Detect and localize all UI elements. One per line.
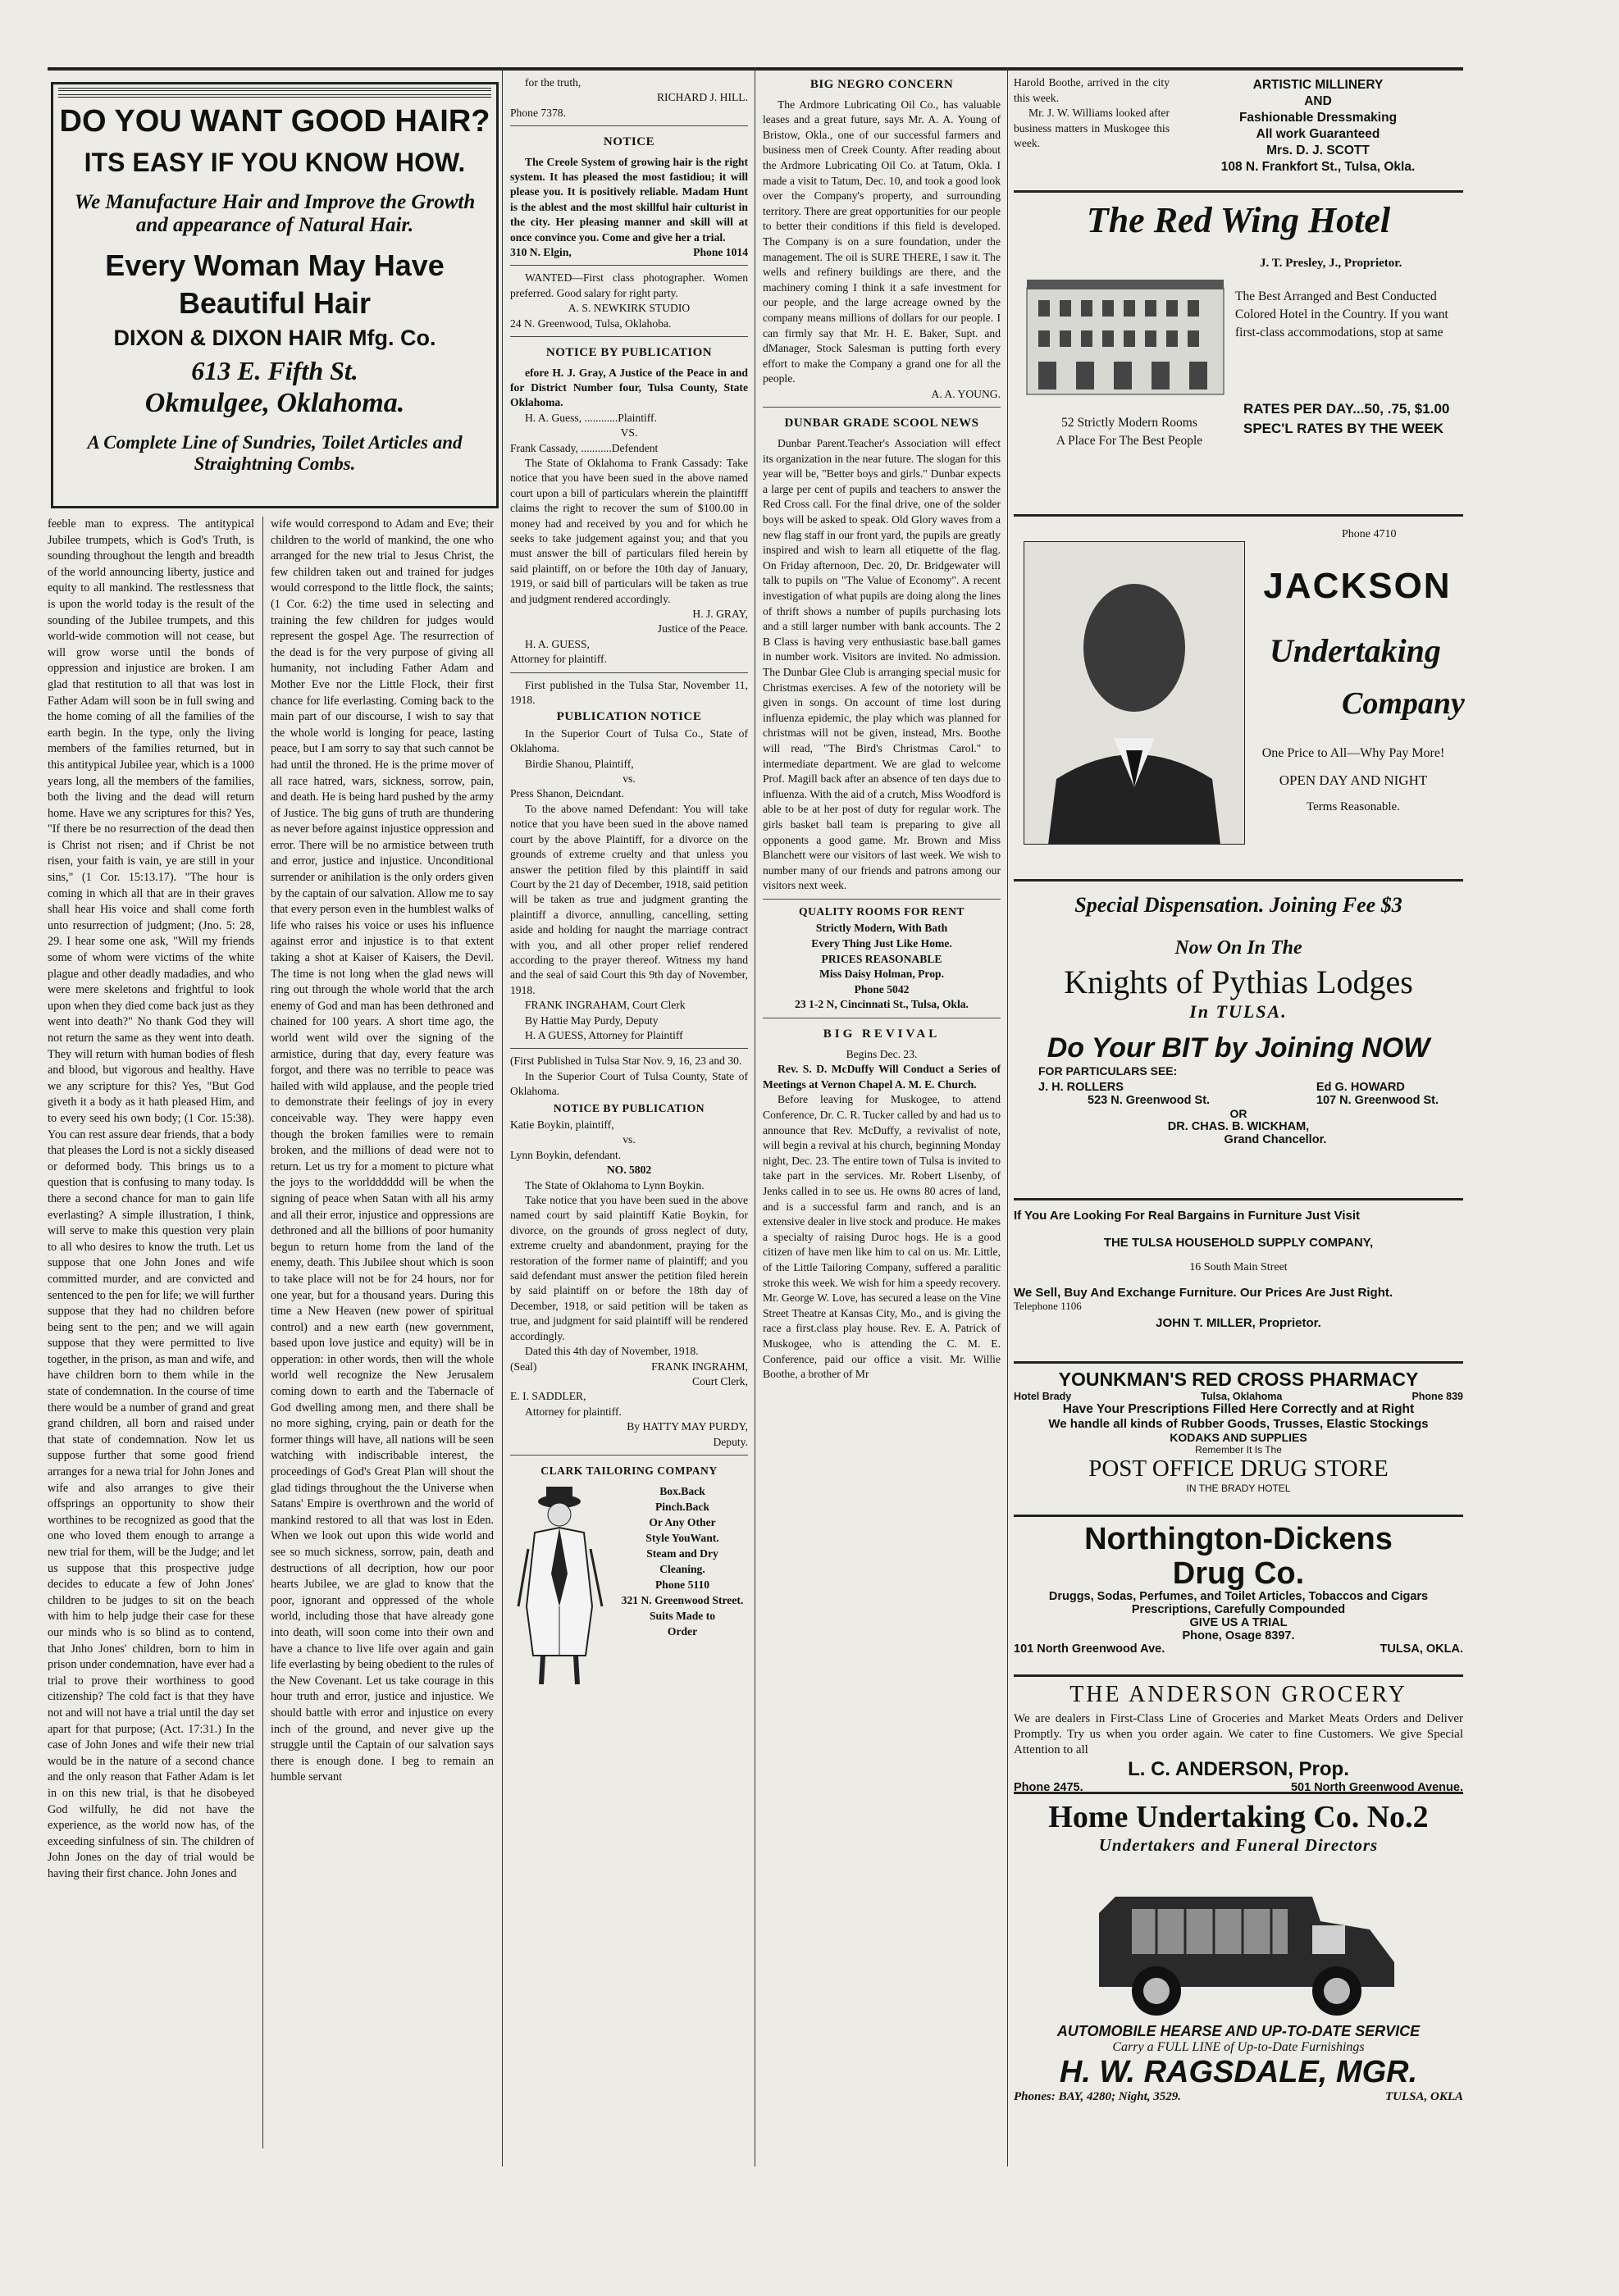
studio-address: 24 N. Greenwood, Tulsa, Oklahoba. (510, 317, 672, 330)
hair-ad-headline: DO YOU WANT GOOD HAIR? (59, 104, 490, 139)
column-1-article (48, 517, 254, 2148)
pn-body: To the above named Defendant: You will take notice that you have been sued in the above named court by the above Plaintiff, for a divorce on the grounds of extreme cruelty and that unless you answer the petition filed by this plaintiff in said Court by the 21 day of December, 1918, said petition will be taken as true and judgment granting the plaintiff a divorce, annulling, cancelling, setting aside and holding for naught the marriage contract with you, and all other proper relief rendered according to the prayer thereof. Witness my hand and the seal of said Court this 9th day of November, 1918. (510, 802, 748, 996)
rooms-line: PRICES REASONABLE (821, 952, 942, 965)
household-company: THE TULSA HOUSEHOLD SUPPLY COMPANY, (1103, 1236, 1374, 1250)
home-undertaking-city: TULSA, OKLA (1384, 2090, 1463, 2103)
pn2-clerk-title: Court Clerk, (692, 1374, 748, 1387)
top-rule (48, 67, 1463, 71)
clark-line: Pinch.Back (654, 1501, 710, 1514)
hair-ad-beautiful: Beautiful Hair (178, 286, 372, 320)
column-2-article (271, 517, 494, 2148)
pub-defendant: Frank Cassady, ...........Defendent (510, 441, 659, 454)
column-rule (1007, 67, 1008, 2166)
rooms-line: Miss Daisy Holman, Prop. (819, 968, 944, 981)
hotel-caption-people: A Place For The Best People (1056, 434, 1203, 448)
divider (763, 899, 1001, 900)
home-undertaking-phones: Phones: BAY, 4280; Night, 3529. (1014, 2090, 1182, 2103)
household-proprietor: JOHN T. MILLER, Proprietor. (1156, 1316, 1321, 1330)
northington-address: 101 North Greenwood Ave. (1014, 1642, 1165, 1656)
ad-divider (1014, 879, 1463, 882)
hair-ad-street: 613 E. Fifth St. (191, 356, 358, 385)
jackson-undertaking-ad (1014, 517, 1463, 879)
pythias-or: OR (1229, 1107, 1247, 1120)
northington-title: Northington-Dickens (1084, 1522, 1393, 1556)
dunbar-news: Dunbar Parent.Teacher's Association will effect its organization in the near future. The slogan for this year will be, "Better boys and girls." Dunbar expects a large per cent of pupils and teachers to answer the Red Cross call. For the final drive, one of the solder boys will be asked to speak. Old Glory waves from a new flag staff in our front yard, the pupils are greatly inspired and wish to learn all etiquette of the flag. On Friday afternoon, Dec. 20, Dr. Bridgewater will talk to pupils on "The Value of Economy". A recent investigation of what pupils are doing along the lines of thrift shows a number of pupils purchasing lots and a still larger number with bank accounts. The 2 B Class is having very enthusiastic base.ball games in number work. Visitors are invited. No admission. The Dunbar Glee Club is arranging special music for Christmas exercises. A few of the notoriety will be given in songs. On account of time lost during influenza epidemic, the play which was planned for christmas will not be given, instead, Mrs. Boothe will read, "The Bird's Christmas Carol." to intermediate department. We are glad to welcome Prof. Magill back after an absence of ten days due to influenza. With the aid of a crutch, Miss Woodford is able to be at her post of duty for regular work. The girls basket ball team is preparing to give all opponents a good game. Mr. Brown and Miss Blanchett were our visitors of last week. We wish to number many of our friends and patrons among our visitors next week. (763, 437, 1001, 892)
column-rule (262, 517, 263, 2148)
hearse-illustration (1066, 1864, 1411, 2020)
anderson-phone: Phone 2475. (1014, 1781, 1083, 1794)
clark-line: Or Any Other (649, 1516, 716, 1529)
hair-ad-every-woman: Every Woman May Have (105, 248, 445, 282)
pharmacy-city: Tulsa, Oklahoma (1201, 1391, 1283, 1402)
rooms-line: Every Thing Just Like Home. (811, 937, 952, 950)
pythias-lodges: Knights of Pythias Lodges (1064, 963, 1413, 1000)
ad-divider (1014, 1361, 1463, 1364)
column-3 (510, 75, 748, 2158)
red-wing-hotel-ad (1014, 199, 1463, 514)
revival-begins: Begins Dec. 23. (846, 1047, 918, 1060)
clark-line: Style YouWant. (645, 1532, 719, 1545)
hill-signature: RICHARD J. HILL. (656, 91, 748, 104)
household-telephone: Telephone 1106 (1014, 1300, 1082, 1312)
northington-phone: Phone, Osage 8397. (1182, 1629, 1295, 1642)
creole-address: 310 N. Elgin, (510, 246, 572, 259)
northington-trial: GIVE US A TRIAL (1189, 1616, 1288, 1629)
pub-body: The State of Oklahoma to Frank Cassady: Take notice that you have been sued in the above named court upon a bill of particulars wherein the plaintifff claims the right to recover the sum of $100.00 in money had and received by you and for which he seeks to take judgement against you; and that you must answer the bill of particulars filed herein by said plaintiff, on or before the 10th day of January, 1919, or said bill of particulars will be taken as true and judgment rendered accordingly. (510, 456, 748, 605)
northington-city: TULSA, OKLA. (1380, 1642, 1463, 1656)
rooms-ad (763, 921, 1001, 1013)
boothe-news: Harold Boothe, arrived in the city this week. (1014, 76, 1170, 104)
pn2-seal-row (510, 1360, 748, 1374)
anderson-grocery-ad (1014, 1682, 1463, 1792)
pn2-first: (First Published in Tulsa Star Nov. 9, 16, 23 and 30. (510, 1055, 742, 1068)
pythias-city: In TULSA. (1189, 1001, 1288, 1022)
williams-news: Mr. J. W. Williams looked after business matters in Muskogee this week. (1014, 107, 1170, 150)
clark-tailoring-heading: CLARK TAILORING COMPANY (540, 1464, 718, 1477)
rooms-line: 23 1-2 N, Cincinnati St., Tulsa, Okla. (795, 998, 969, 1011)
pn-vs: vs. (623, 772, 636, 786)
tailored-man-illustration (510, 1483, 617, 1688)
millinery-ad (1173, 77, 1463, 175)
pharmacy-kodaks: KODAKS AND SUPPLIES (1170, 1431, 1307, 1444)
oil-company-article: The Ardmore Lubricating Oil Co., has valuable leases and a great future, says Mr. A. A. Young of Bristow, Okla., one of our successful farmers and business men of Creek County. After reading about the Ardmore Lubricating Oil Co. at Tatum, Okla. I made a visit to Tatum, Dec. 10, and took a good look over the Company's property, and surrounding territory. There are great opportunities for our people to better their conditions if this field is developed. The Company is on a sure foundation, under the management. The oil is SURE THERE, I saw it. The wells and refinery buildings are there, and the machinery coming I think it a safe investment for our people, and the large acreage owned by the company means millions of dollars for our people. I can firmly say that Mr. H. E. Baker, Supt. and dManager, Stock Salesman is putting forth every effort to make the Company a grand one for all the people. (763, 98, 1001, 385)
household-supply-ad (1014, 1209, 1463, 1361)
column-5-top (1014, 75, 1170, 182)
pythias-contact-address: 523 N. Greenwood St. (1088, 1094, 1211, 1107)
hair-ad-city: Okmulgee, Oklahoma. (144, 388, 405, 418)
jackson-title: JACKSON (1263, 566, 1452, 606)
pythias-contact-address: 107 N. Greenwood St. (1316, 1094, 1439, 1107)
hotel-proprietor: J. T. Presley, J., Proprietor. (1260, 257, 1402, 270)
pn2-heading: NOTICE BY PUBLICATION (553, 1101, 705, 1114)
northington-prescriptions: Prescriptions, Carefully Compounded (1131, 1603, 1346, 1616)
divider (510, 672, 748, 673)
jubilee-article-part2: wife would correspond to Adam and Eve; their children to the world of mankind, the one who arranged for the new trial to Jesus Christ, the few children taken out and trained for judges would correspond to the little flock, the saints; (1 Cor. 6:2) the time used in selecting and training the few children for judges would represent the gospel Age. The resurrection of the dead is for the very purpose of giving all humanity, not including Father Adam and Mother Eve nor the Little Flock, their first chance for life everlasting. Coming back to the main part of our discourse, I wish to say that the whole world is longing for peace, lasting peace, but I am sorry to say that such cannot be had until the throned. He is the prime mover of all race hatred, wars, sickness, sorrow, pain, and death. He is being hard pushed by the army of Justice. The big guns of truth are thundering as never before against injustice oppression and error. There will be no armistice between truth and error, justice and injustice. Unconditional surrender or anihilation is the only orders given by the captain of our salvation. Allow me to say that every person even in the humblest walks of life who raises his voice or uses his influence against error and injustice is to that extent taking a shot at Kaiser of Kaisers, the Devil. The time is not long when the glad news will ring out through the whole world that the arch enemy of God and man has been dethroned and chained for 100 years. A short time ago, the world went wild over the signing of the armistice, during that day, every feature was forgot, and there was no terrible to peace was hailed with wild applause, and the people tried to demonstrate their feelings of joy in every conceivable way. They were happy even though the broken families were to remain broken, and the millions of dead were not to return. Let us try for a moment to picture what the joys to the worldddddd will be when the signing of peace when Satan with all his army and all their error, injustice and oppressions are dethroned and all the billions of poor humanity begun to return home from the land of the enemy, death. This Jubilee shout which is soon to take place will not be for 24 hours, nor for one year, but for a thousand years. During this time a New Heaven (new power of spiritual control) and a new earth (new government, based upon love justice and equity) will be in opperation: in other words, then will the whole world well recognize the New Jerusalem coming down to earth and the Tabernacle of God dwelling among men, and there shall be no more sighing, crying, pain or death for the former things will have, all nations will be seen watching with indiscribable interest, the proceedings of God's Great Plan will shout the glad tidings throughout the the Universe when Satans' Empire is overthrown and the world of mankind restored to all that was lost in Eden. When we look out upon this wide world and see so much sickness, sorrow, pain, death and destructions of all decription, how our poor hearts Jubilee, we are glad to know that the poor, ignorant and oppressed of the whole world, including those that have already gone into death, will soon come into their own and have a chance to live life over again and gain life everlasting by being obedient to the rules of the New Covenant. Let us take courage in this hour truth and error, justice and injustice. We should battle with error and injustice on every inch of the ground, and never give up the struggle until the Captain of our salvation says there is enough done. I beg to remain an humble servant (271, 517, 494, 1784)
household-headline: If You Are Looking For Real Bargains in Furniture Just Visit (1014, 1209, 1361, 1223)
northington-address-row (1014, 1642, 1463, 1656)
notice-heading: NOTICE (603, 135, 655, 149)
home-undertaking-subtitle: Undertakers and Funeral Directors (1098, 1835, 1379, 1855)
household-street: 16 South Main Street (1189, 1261, 1288, 1273)
pythias-now-on: Now On In The (1174, 937, 1302, 959)
northington-title-2: Drug Co. (1172, 1556, 1305, 1591)
creole-notice: The Creole System of growing hair is the right system. It has pleased the most fastidiou; it will please you. It is positively reliable. Madam Hunt is the ablest and the most skillful hair culturist in the city. Her pleasing manner and skill will at once convince you. Come and give her a trial. (510, 155, 748, 244)
pharmacy-prescriptions: Have Your Prescriptions Filled Here Correctly and at Right (1062, 1402, 1415, 1416)
home-undertaking-service: AUTOMOBILE HEARSE AND UP-TO-DATE SERVICE (1056, 2023, 1421, 2039)
pub-plaintiff: H. A. Guess, ............Plaintiff. (525, 411, 657, 424)
pn-attorney: H. A GUESS, Attorney for Plaintiff (525, 1028, 683, 1041)
creole-address-row (510, 245, 748, 260)
big-revival-heading: BIG REVIVAL (823, 1027, 941, 1041)
millinery-owner: Mrs. D. J. SCOTT (1266, 144, 1370, 157)
revival-subhead: Rev. S. D. McDuffy Will Conduct a Series of Meetings at Vernon Chapel A. M. E. Church. (763, 1063, 1001, 1091)
pn2-deputy-title: Deputy. (713, 1435, 748, 1448)
pythias-dispensation: Special Dispensation. Joining Fee $3 (1074, 893, 1402, 917)
first-published: First published in the Tulsa Star, November 11, 1918. (510, 678, 748, 707)
studio-name: A. S. NEWKIRK STUDIO (568, 302, 691, 315)
ad-divider (1014, 190, 1463, 193)
jackson-hours: OPEN DAY AND NIGHT (1279, 772, 1428, 788)
jackson-phone: Phone 4710 (1342, 528, 1397, 540)
divider (510, 125, 748, 126)
hotel-title: The Red Wing Hotel (1086, 200, 1391, 240)
rooms-line: Strictly Modern, With Bath (815, 922, 948, 935)
jackson-company: Company (1342, 686, 1465, 721)
home-undertaking-furnishings: Carry a FULL LINE of Up-to-Date Furnishings (1112, 2040, 1365, 2054)
pub-attorney: H. A. GUESS, (525, 637, 590, 650)
pharmacy-location: IN THE BRADY HOTEL (1186, 1483, 1291, 1494)
pythias-particulars: FOR PARTICULARS SEE: (1038, 1064, 1178, 1077)
pythias-chancellor-title: Grand Chancellor. (1224, 1133, 1327, 1146)
pub-attorney-title: Attorney for plaintiff. (510, 653, 607, 666)
column-4 (763, 75, 1001, 2158)
hair-advertisement (51, 82, 499, 508)
pub-notice-heading: PUBLICATION NOTICE (556, 710, 702, 724)
hotel-building-illustration (1019, 263, 1234, 403)
clark-line: Order (667, 1625, 698, 1638)
ad-divider (1014, 1674, 1463, 1677)
ad-border-top (58, 88, 491, 98)
pn-plaintiff: Birdie Shanou, Plaintiff, (525, 757, 634, 770)
millinery-guaranteed: All work Guaranteed (1256, 127, 1380, 141)
pn2-court: In the Superior Court of Tulsa County, State of Oklahoma. (510, 1069, 748, 1098)
portrait-photo (1024, 541, 1245, 845)
pharmacy-ad (1014, 1369, 1463, 1515)
hair-ad-company: DIXON & DIXON HAIR Mfg. Co. (113, 326, 436, 350)
pythias-contacts (1038, 1081, 1439, 1107)
ad-divider (1014, 1198, 1463, 1200)
pythias-ad (1014, 893, 1463, 1198)
pythias-contact-name: J. H. ROLLERS (1038, 1081, 1124, 1094)
jackson-undertaking: Undertaking (1270, 632, 1441, 669)
hill-letter-end: for the truth, (525, 76, 581, 89)
jackson-terms: Terms Reasonable. (1307, 800, 1400, 813)
pub-signature-title: Justice of the Peace. (657, 622, 748, 636)
hotel-description: The Best Arranged and Best Conducted Colored Hotel in the Country. If you want first-class accommodations, stop at same (1235, 289, 1448, 339)
big-negro-concern-heading: BIG NEGRO CONCERN (810, 78, 954, 91)
newspaper-page (48, 67, 1463, 2166)
oil-article-signature: A. A. YOUNG. (931, 387, 1001, 400)
pn-deputy: By Hattie May Purdy, Deputy (525, 1014, 659, 1027)
pn2-clerk: FRANK INGRAHM, (651, 1360, 748, 1373)
creole-phone: Phone 1014 (693, 246, 748, 259)
hair-ad-subhead: ITS EASY IF YOU KNOW HOW. (84, 148, 466, 177)
hotel-weekly-rates: SPEC'L RATES BY THE WEEK (1243, 421, 1443, 436)
clark-line: Suits Made to (649, 1610, 716, 1623)
clark-line: Cleaning. (659, 1563, 705, 1576)
pn-intro: In the Superior Court of Tulsa Co., State of Oklahoma. (510, 727, 748, 755)
rooms-line: Phone 5042 (854, 982, 910, 995)
wanted-ad: WANTED—First class photographer. Women preferred. Good salary for right party. (510, 271, 748, 299)
jubilee-article-part1: feeble man to express. The antitypical Jubilee trumpets, which is God's Truth, is sounding throughout the length and breadth of the world announcing liberty, justice and equity to all mankind. The restlessness that is upon the world today is the result of the sounding of the Jubilee trumpets, and this world-wide commotion will not cease, but will grow worse until the bonds of oppression and injustice are broken. I am glad that restitution to all that was lost in Father Adam will soon be in full swing and the home coming of all the families of the earth begin. In the type, only the living members of the families returned, but in this antitypical Jubilee year, which is a 1000 years long, all the members of the families, both the living and the dead will return home. Have we any scriptures for this? Yes, "If there be no resurrection of the dead then is Christ not risen; and if Christ be not risen, your faith is vain, ye are still in your sins," (1 Cor. 15:13.17). "The hour is coming in which all that are in their graves shall hear His voice and shall come forth unto resurrection of judgment; (Jno. 5: 28, 29. I hear some one ask, "Will my friends some of whom were victims of the white plague and other deadly madadies, and who were mere skeletons and frightful to look upon when they died come back just as they went into death?" No thank God they will not return the same as they went into death. They will return with human bodies of flesh and blood, but vigorous and healthy. Have we any scripture for this? Yes, "But God giveth it a body as it hath pleased Him, and to every seed his own body; (1 Cor. 15:38). You can rest assure dear friends, that a body that pleases the Lord is not a sickly diseased or deformed body. This brings us to a question that is confusing to many today. Is there a second chance for man to gain life everlasting? A simple illustration, I think, will serve to make this question very plain to all who desires to know the truth. Let us suppose that one John Jones and wife committed murder, and are convicted and sentenced to the pen for life; we will further suppose that they had no children before being sent to the pen; and we will again suppose that they were permitted to live together, in the prison, as man and wife, and have children born to them while in the state of condemnation. In the course of time there would be a number of grand and great grand children, all born and raised under that state of condemnation. Now let us suppose further that some good friend arranges for a newa trial for John Jones and wife and also arranges to give their offsprings an opportunity to show their worthines to be recognized as good that the one who loved them enough to arrange a new trial for them, will be the Judge; and let us suppose that this prospective judge decides to educate a few of John Jones' children to be judges to sit on the beach with him to help judge their case for these our minds who is so blind as to contend, that Jnho Jones' children, born to him in prison under condemnation, have ever had a trial to prove their worthiness to good citizenship? The cold fact is that they have not and will not have a trial until the day set apart for that purpose; (Act. 17:31.) In the case of John Jones and wife their new trial would be in the nature of a second chance and the only reason that Father Adam is let in on this new trial, is that he disobeyed God wilfully, he did not have the experience, as the world now has, of the exceeding sinfulness of sin. The children of John Jones on the day of trial would be having their first chance. John Jones and (48, 517, 254, 1880)
hair-ad-tagline: We Manufacture Hair and Improve the Growth and appearance of Natural Hair. (74, 191, 476, 236)
anderson-body: We are dealers in First-Class Line of Groceries and Market Meats Orders and Deliver Promptly. Try us when you order again. We cater to fine Customers. We give Special Attention to all (1014, 1712, 1463, 1756)
millinery-title: ARTISTIC MILLINERY (1252, 78, 1384, 92)
home-undertaking-title: Home Undertaking Co. No.2 (1048, 1800, 1429, 1834)
anderson-title: THE ANDERSON GROCERY (1069, 1682, 1407, 1707)
revival-article: Before leaving for Muskogee, to attend Conference, Dr. C. R. Tucker called by and had us to announce that Rev. McDuffy, a revivalist of note, will begin a revival at his church, beginning Monday night, Dec. 23. The entire town of Tulsa is invited to take part in the services. Mr. Robert Lisenby, of Jenks called in to see us. He owns 80 acres of land, and is a successful farm and ranch, and is an extensive dealer in live stock and produce. He makes a specialty of raising Duroc hogs. He is a good citizen of have men like him to cal on us. Mr. Little, of the Little Tailoring Company, suffered a paralitic stroke this week. We wish for him a speedy recovery. Mr. George W. Love, has secured a lease on the Vine Street Theatre at Kansas City, Mo., and is giving the race a first.class play house. Rev. E. A. Patrick of Muskogee, who is attending the C. M. E. Conference, paid our office a visit. Mr. Willie Boothe, a brother of Mr (763, 1093, 1001, 1381)
anderson-address: 501 North Greenwood Avenue. (1290, 1781, 1463, 1794)
home-undertaking-contact-row (1014, 2090, 1463, 2104)
northington-dickens-ad (1014, 1522, 1463, 1674)
pn-defendant: Press Shanon, Deicndant. (510, 787, 624, 800)
hotel-rates: RATES PER DAY...50, .75, $1.00 (1243, 401, 1450, 417)
hair-ad-sundries: A Complete Line of Sundries, Toilet Articles and Straightning Combs. (87, 432, 463, 474)
pharmacy-store-name: POST OFFICE DRUG STORE (1088, 1456, 1389, 1482)
pn2-seal: (Seal) (510, 1360, 537, 1373)
clark-line: Steam and Dry (646, 1547, 718, 1560)
divider (510, 336, 748, 337)
divider (510, 1455, 748, 1456)
household-sell-buy: We Sell, Buy And Exchange Furniture. Our Prices Are Just Right. (1014, 1286, 1393, 1300)
pn2-deputy: By HATTY MAY PURDY, (627, 1420, 748, 1433)
clark-tailoring-ad (510, 1483, 748, 1688)
pharmacy-info-row (1014, 1391, 1463, 1402)
ad-divider (1014, 1515, 1463, 1517)
column-rule (502, 67, 503, 2166)
pub-vs: VS. (620, 426, 638, 440)
pn2-dated: Dated this 4th day of November, 1918. (525, 1345, 699, 1358)
home-undertaking-ad (1014, 1799, 1463, 2119)
dunbar-heading: DUNBAR GRADE SCOOL NEWS (784, 417, 979, 430)
pn2-body: Take notice that you have been sued in the above named court by said plaintiff Katie Boykin, for divorce, on the grounds of gross neglect of duty, extreme cruelty and abandonment, praying for the restoration of the former name of plaintiff; and you said defendant must answer the petition filed herein by said plaintiff on or before the 18th day of December, 1918, or said petition will be taken as true, and judgment for said plaintiff will be rendered accordingly. (510, 1194, 748, 1342)
millinery-dressmaking: Fashionable Dressmaking (1238, 111, 1398, 125)
divider (510, 265, 748, 266)
clark-line: 321 N. Greenwood Street. (621, 1594, 744, 1607)
pn2-plaintiff: Katie Boykin, plaintiff, (510, 1118, 614, 1131)
ads-column (1014, 190, 1463, 2166)
publication-notice-heading: NOTICE BY PUBLICATION (545, 346, 713, 360)
clark-line: Box.Back (659, 1485, 705, 1498)
pn2-attorney-title: Attorney for plaintiff. (525, 1405, 622, 1418)
pharmacy-title: YOUNKMAN'S RED CROSS PHARMACY (1058, 1369, 1419, 1390)
home-undertaking-manager: H. W. RAGSDALE, MGR. (1059, 2055, 1418, 2089)
anderson-proprietor: L. C. ANDERSON, Prop. (1128, 1758, 1349, 1780)
pythias-join: Do Your BIT by Joining NOW (1047, 1032, 1430, 1064)
pharmacy-rubber-goods: We handle all kinds of Rubber Goods, Trusses, Elastic Stockings (1048, 1417, 1429, 1431)
pn2-state: The State of Oklahoma to Lynn Boykin. (525, 1178, 705, 1191)
clark-line: Phone 5110 (654, 1578, 710, 1592)
pub-intro: efore H. J. Gray, A Justice of the Peace in and for District Number four, Tulsa County, State Oklahoma. (510, 366, 748, 409)
pn2-number: NO. 5802 (606, 1164, 652, 1177)
pn-clerk: FRANK INGRAHAM, Court Clerk (525, 999, 686, 1012)
pharmacy-phone: Phone 839 (1411, 1391, 1463, 1402)
pharmacy-remember: Remember It Is The (1195, 1444, 1282, 1456)
quality-rooms-heading: QUALITY ROOMS FOR RENT (799, 904, 965, 918)
divider (763, 407, 1001, 408)
millinery-address: 108 N. Frankfort St., Tulsa, Okla. (1220, 160, 1416, 174)
millinery-and: AND (1304, 94, 1332, 108)
pub-signature: H. J. GRAY, (692, 608, 748, 620)
jackson-price: One Price to All—Why Pay More! (1261, 746, 1445, 760)
pn2-attorney: E. I. SADDLER, (510, 1390, 586, 1403)
divider (510, 1048, 748, 1049)
hotel-caption-rooms: 52 Strictly Modern Rooms (1061, 416, 1197, 430)
pythias-contact-name: Ed G. HOWARD (1316, 1081, 1405, 1094)
pn2-vs: vs. (623, 1133, 636, 1146)
pharmacy-hotel: Hotel Brady (1014, 1391, 1072, 1402)
pn2-defendant: Lynn Boykin, defendant. (510, 1148, 622, 1161)
hill-phone: Phone 7378. (510, 106, 566, 119)
pythias-chancellor: DR. CHAS. B. WICKHAM, (1167, 1120, 1310, 1133)
northington-products: Druggs, Sodas, Perfumes, and Toilet Articles, Tobaccos and Cigars (1048, 1590, 1429, 1603)
